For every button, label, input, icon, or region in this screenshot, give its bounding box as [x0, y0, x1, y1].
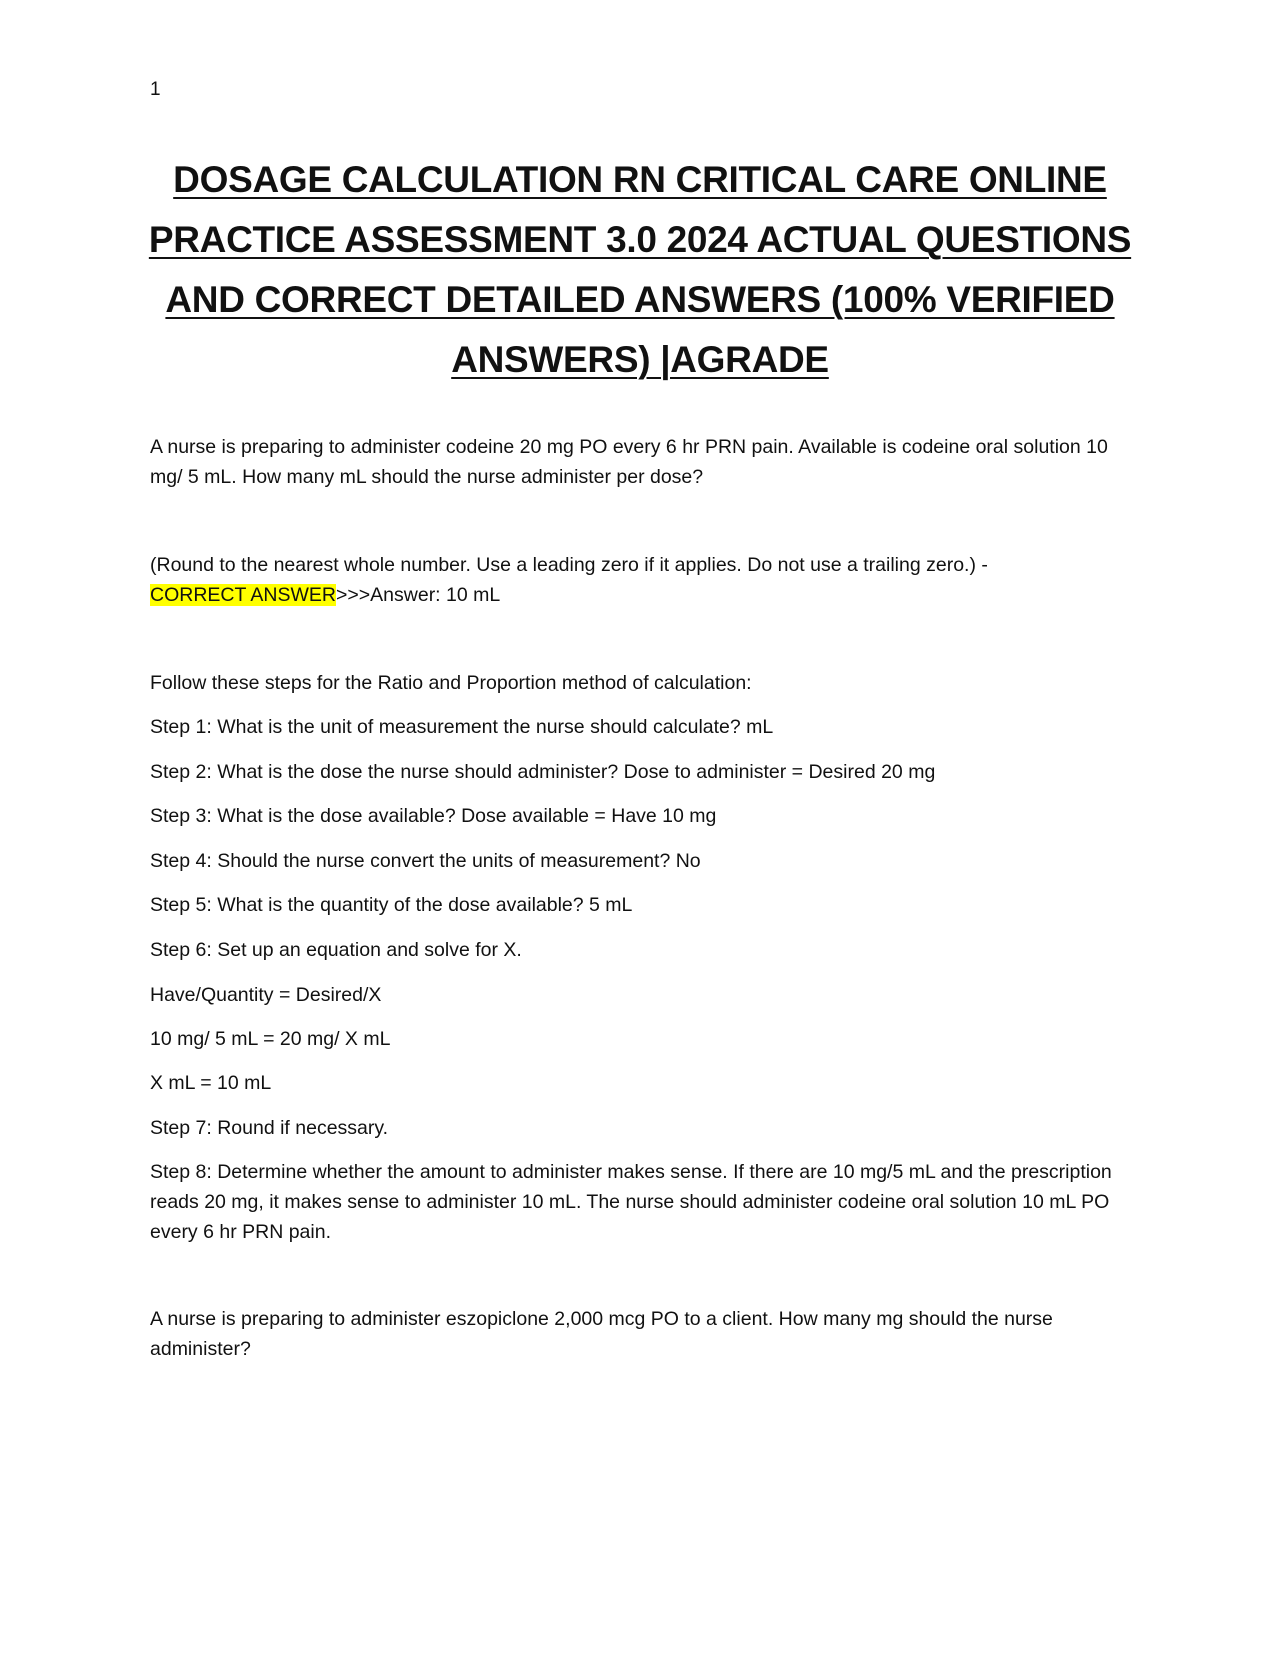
correct-answer-label: CORRECT ANSWER: [150, 584, 336, 606]
step-line: Step 5: What is the quantity of the dose available? 5 mL: [150, 894, 633, 916]
step-line: Step 3: What is the dose available? Dose available = Have 10 mg: [150, 805, 717, 827]
equation-line: Have/Quantity = Desired/X: [150, 984, 382, 1006]
step-line: Step 4: Should the nurse convert the units of measurement? No: [150, 850, 701, 872]
step-8-text: Step 8: Determine whether the amount to administer makes sense. If there are 10 mg/5 mL and the prescription reads 20 mg, it makes sense to administer 10 mL. The nurse should administer codeine oral solution 10 mL PO every 6 hr PRN pain.: [150, 1161, 1112, 1243]
method-intro: Follow these steps for the Ratio and Proportion method of calculation:: [150, 672, 752, 694]
step-line: Step 6: Set up an equation and solve for X.: [150, 939, 522, 961]
question-1-answer-block: [150, 550, 1130, 610]
question-2-text: A nurse is preparing to administer eszopiclone 2,000 mcg PO to a client. How many mg should the nurse administer?: [150, 1308, 1053, 1360]
equation-line: 10 mg/ 5 mL = 20 mg/ X mL: [150, 1028, 391, 1050]
question-1-text: A nurse is preparing to administer codeine 20 mg PO every 6 hr PRN pain. Available is codeine oral solution 10 mg/ 5 mL. How many mL should the nurse administer per dose?: [150, 436, 1108, 488]
document-title: DOSAGE CALCULATION RN CRITICAL CARE ONLINE PRACTICE ASSESSMENT 3.0 2024 ACTUAL QUESTIONS AND CORRECT DETAILED ANSWERS (100% VERIFIED ANSWERS) |AGRADE: [148, 159, 1132, 380]
equation-line: X mL = 10 mL: [150, 1072, 272, 1094]
page-number: 1: [150, 79, 161, 100]
step-line: Step 2: What is the dose the nurse should administer? Dose to administer = Desired 20 mg: [150, 761, 936, 783]
question-1-instruction: (Round to the nearest whole number. Use a leading zero if it applies. Do not use a trailing zero.) -: [150, 554, 988, 576]
step-line: Step 1: What is the unit of measurement the nurse should calculate? mL: [150, 716, 774, 738]
step-line: Step 7: Round if necessary.: [150, 1117, 389, 1139]
correct-answer-value: >>>Answer: 10 mL: [336, 584, 501, 606]
